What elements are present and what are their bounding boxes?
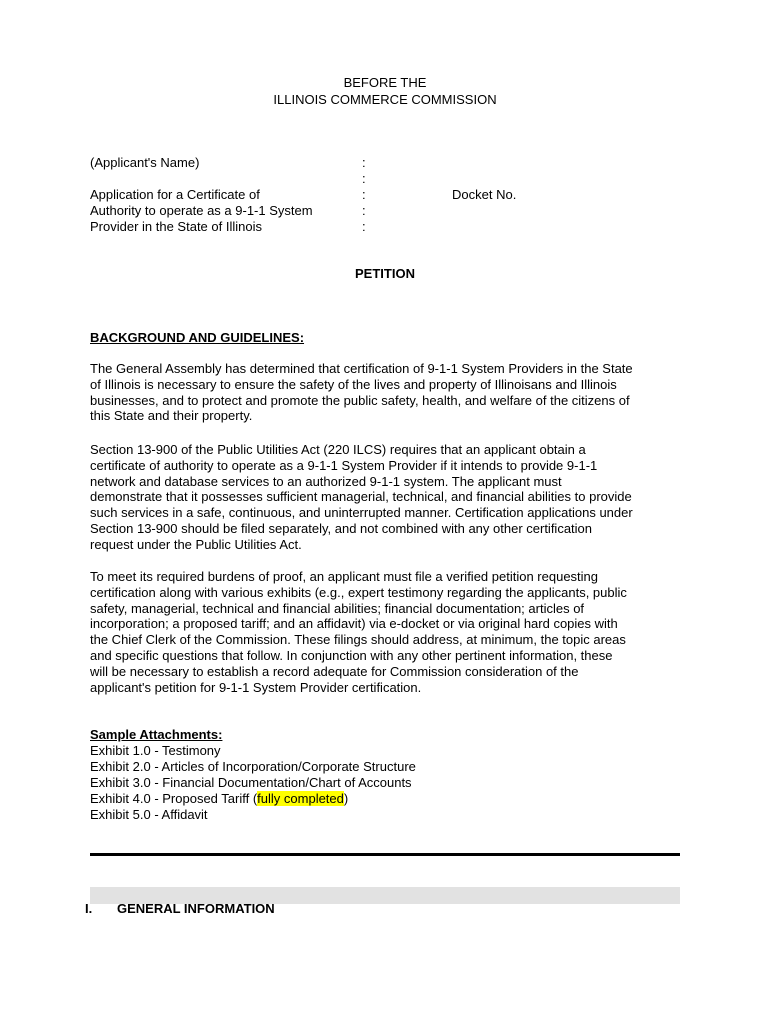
highlighted-text: fully completed [257,791,344,806]
exhibit-tariff-prefix: Exhibit 4.0 - Proposed Tariff ( [90,791,258,806]
caption-separator: : [362,187,366,202]
applicant-name-placeholder: (Applicant's Name) [90,155,200,170]
exhibit-item: Exhibit 3.0 - Financial Documentation/Chart of Accounts [90,775,412,790]
exhibit-tariff-suffix: ) [343,791,349,806]
caption-separator: : [362,171,366,186]
section-number: I. [85,901,93,916]
horizontal-divider [90,853,680,856]
header-commission: ILLINOIS COMMERCE COMMISSION [273,92,497,107]
application-line-1: Application for a Certificate of [90,187,260,202]
exhibit-item: Exhibit 2.0 - Articles of Incorporation/Corporate Structure [90,759,416,774]
attachments-heading: Sample Attachments: [90,727,223,742]
exhibit-item: Exhibit 1.0 - Testimony [90,743,221,758]
background-paragraph-1: The General Assembly has determined that certification of 9-1-1 System Providers in the State of Illinois is necessary to ensure the safety of the lives and property of Illinoisans and Illinois businesses, and to protect and promote the public safety, health, and welfare of the citizens of this State and their property. [90,361,633,424]
header-before-the: BEFORE THE [343,75,427,90]
caption-separator: : [362,203,366,218]
background-paragraph-2: Section 13-900 of the Public Utilities Act (220 ILCS) requires that an applicant obtain a certificate of authority to operate as a 9-1-1 System Provider if it intends to provide 9-1-1 network and database services to an authorized 9-1-1 system. The applicant must demonstrate that it possesses sufficient managerial, technical, and financial abilities to provide such services in a safe, continuous, and uninterrupted manner. Certification applications under Section 13-900 should be filed separately, and not combined with any other certification request under the Public Utilities Act. [90,442,633,552]
application-line-3: Provider in the State of Illinois [90,219,262,234]
application-line-2: Authority to operate as a 9-1-1 System [90,203,313,218]
petition-title: PETITION [355,266,415,281]
background-heading: BACKGROUND AND GUIDELINES: [90,330,305,345]
caption-separator: : [362,219,366,234]
caption-separator: : [362,155,366,170]
docket-number-label: Docket No. [452,187,517,202]
exhibit-item-tariff [90,791,348,807]
background-paragraph-3: To meet its required burdens of proof, an applicant must file a verified petition requesting certification along with various exhibits (e.g., expert testimony regarding the applicants, public safety, managerial, technical and financial abilities; financial documentation; articles of incorporation; a proposed tariff; and an affidavit) via e-docket or via original hard copies with the Chief Clerk of the Commission. These filings should address, at minimum, the topic areas and specific questions that follow. In conjunction with any other pertinent information, these will be necessary to establish a record adequate for Commission consideration of the applicant's petition for 9-1-1 System Provider certification. [90,569,627,695]
exhibit-item: Exhibit 5.0 - Affidavit [90,807,208,822]
section-title: GENERAL INFORMATION [117,901,275,916]
